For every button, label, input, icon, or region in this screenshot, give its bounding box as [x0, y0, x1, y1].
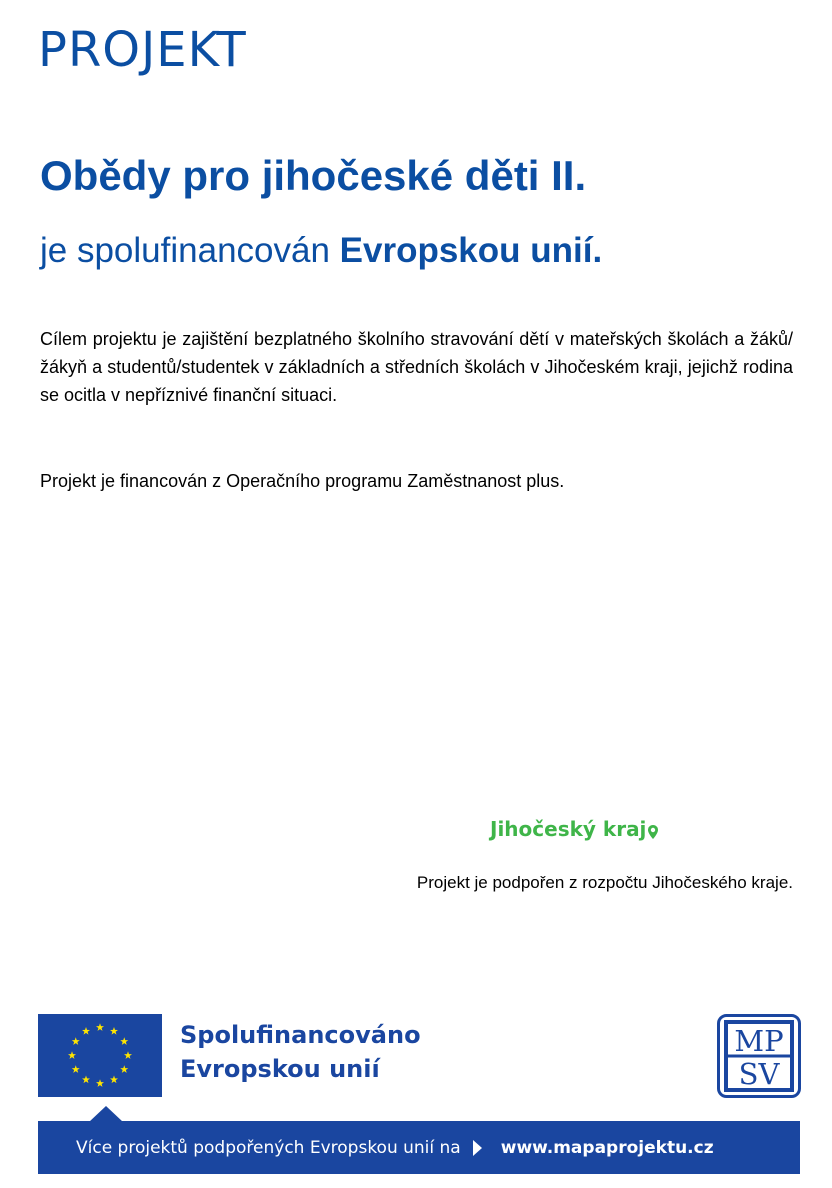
mpsv-logo [717, 1014, 801, 1098]
banner-pointer [89, 1106, 123, 1122]
project-subtitle [40, 228, 602, 274]
map-projects-banner[interactable] [38, 1121, 800, 1174]
mpsv-logo-bottom: SV [738, 1057, 780, 1091]
goal-paragraph: Cílem projektu je zajištění bezplatného školního stravování dětí v mateřských školách a žáků/žákyň a studentů/studentek v základních a středních školách v Jihočeském kraji, jejichž rodina se ocitla v nepříznivé finanční situaci. [40, 329, 793, 405]
eu-star-icon [120, 1037, 128, 1045]
eu-star-icon [96, 1079, 104, 1087]
subtitle-prefix: je spolufinancován [40, 231, 340, 270]
eu-text-line2: Evropskou unií [180, 1055, 380, 1083]
eu-star-icon [68, 1051, 76, 1059]
eu-star-icon [72, 1065, 80, 1073]
eu-star-icon [120, 1065, 128, 1073]
eu-star-icon [110, 1027, 118, 1035]
mpsv-logo-top: MP [734, 1024, 784, 1058]
eu-star-icon [82, 1027, 90, 1035]
project-label: PROJEKT [38, 22, 247, 78]
eu-flag [38, 1014, 162, 1097]
region-support-note: Projekt je podpořen z rozpočtu Jihočeského kraje. [416, 873, 793, 892]
eu-star-icon [72, 1037, 80, 1045]
eu-star-icon [96, 1023, 104, 1031]
eu-star-icon [82, 1076, 90, 1084]
arrow-right-icon [473, 1140, 482, 1156]
eu-text-line1: Spolufinancováno [180, 1021, 421, 1049]
region-logo-text: Jihočeský kraj [490, 817, 647, 841]
eu-star-icon [110, 1076, 118, 1084]
eu-cofunded-text [180, 1018, 421, 1086]
funding-paragraph: Projekt je financován z Operačního programu Zaměstnanost plus. [40, 471, 565, 491]
region-logo [490, 814, 659, 844]
project-title: Obědy pro jihočeské děti II. [40, 152, 587, 199]
eu-stars-icon [38, 1014, 162, 1097]
eu-star-icon [124, 1051, 132, 1059]
subtitle-bold: Evropskou unií. [339, 231, 603, 270]
banner-text: Více projektů podpořených Evropskou unií na [76, 1137, 461, 1158]
location-pin-icon [647, 824, 659, 840]
banner-url-link[interactable]: www.mapaprojektu.cz [500, 1137, 714, 1158]
